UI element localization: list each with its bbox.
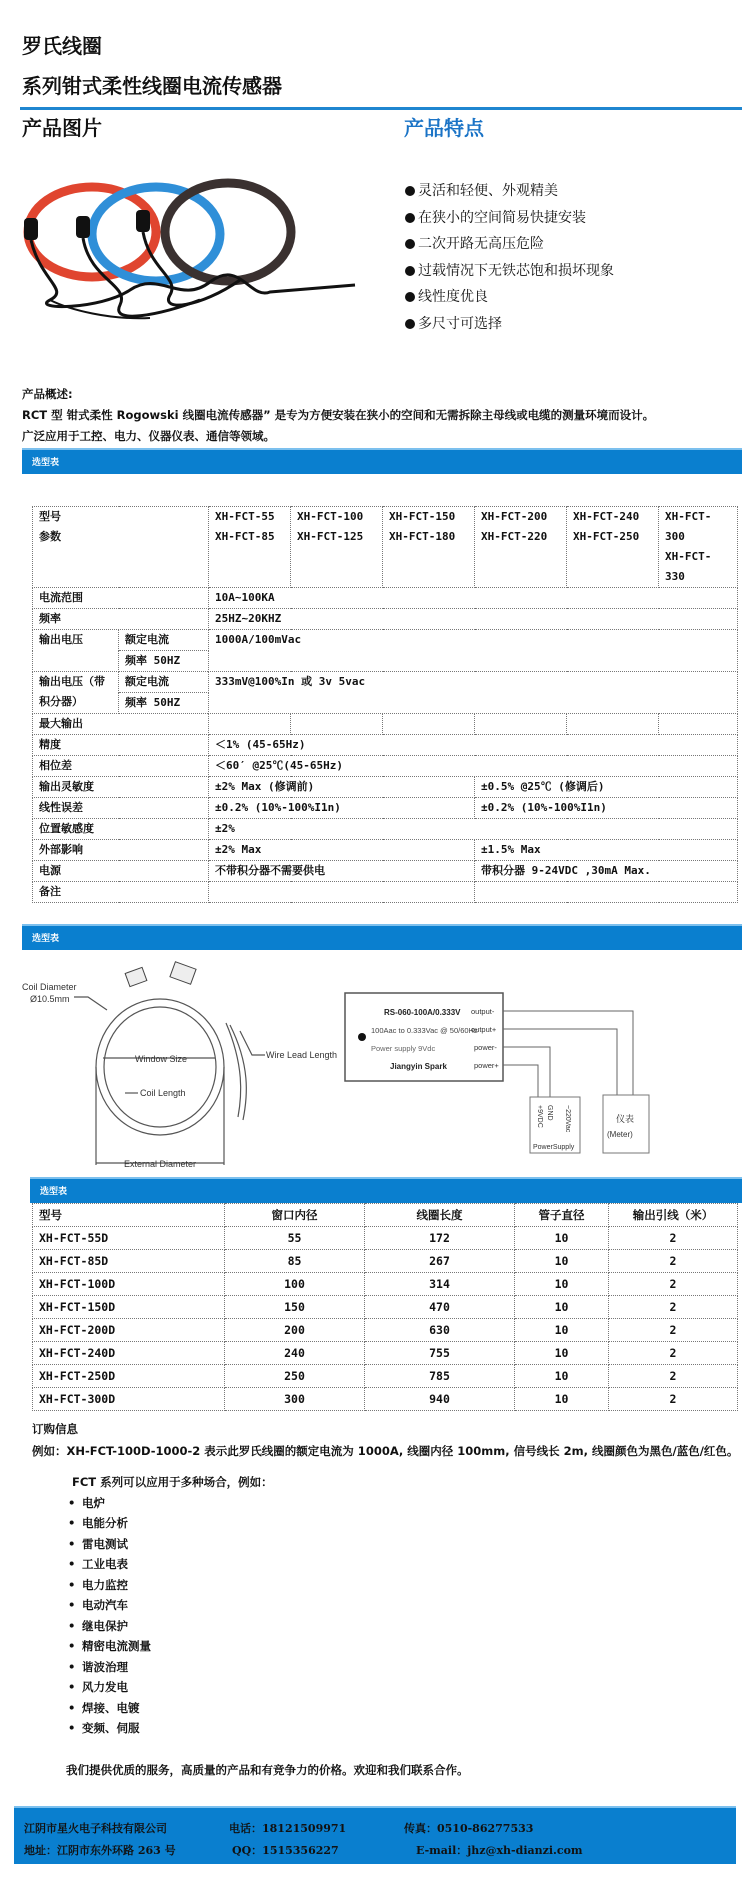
application-item: • 雷电测试 xyxy=(68,1534,273,1555)
bullet-icon: • xyxy=(68,1721,76,1735)
product-photo xyxy=(10,160,360,330)
table-cell: 线性误差 xyxy=(33,798,209,819)
footer-phone: 电话：18121509971 xyxy=(229,1822,347,1835)
table-cell: 10 xyxy=(515,1273,609,1296)
coil-inner xyxy=(104,1007,216,1127)
table-cell: 200 xyxy=(225,1319,365,1342)
table-cell: 额定电流 xyxy=(119,672,209,693)
table-row xyxy=(33,819,738,840)
table-row xyxy=(33,1319,738,1342)
bullet-icon: • xyxy=(68,1516,76,1530)
table-cell: 150 xyxy=(225,1296,365,1319)
bullet-icon: • xyxy=(68,1598,76,1612)
table-row xyxy=(33,1250,738,1273)
table-cell xyxy=(659,714,738,735)
meter-label-cn: 仪表 xyxy=(616,1114,635,1124)
selection-table xyxy=(32,1203,738,1411)
meter-box xyxy=(603,1095,649,1153)
table-cell: XH-FCT-300 XH-FCT-330 xyxy=(659,507,738,588)
wiring-diagram xyxy=(0,955,750,1175)
pin-power-plus: power+ xyxy=(474,1061,499,1070)
table-row xyxy=(33,840,738,861)
table-cell: 位置敏感度 xyxy=(33,819,209,840)
table-cell: 470 xyxy=(365,1296,515,1319)
table-cell: ±0.5% @25℃ (修调后) xyxy=(475,777,738,798)
footer-address: 地址：江阴市东外环路 263 号 xyxy=(24,1844,176,1857)
table-cell: XH-FCT-100D xyxy=(33,1273,225,1296)
bullet-icon: • xyxy=(68,1639,76,1653)
table-row xyxy=(33,882,738,903)
footer-company: 江阴市星火电子科技有限公司 xyxy=(24,1822,167,1835)
bullet-icon: • xyxy=(68,1536,76,1551)
coil-outer xyxy=(96,999,224,1135)
table-cell: XH-FCT-150 XH-FCT-180 xyxy=(383,507,475,588)
table-cell: 电源 xyxy=(33,861,209,882)
application-item: • 电炉 xyxy=(68,1493,273,1514)
product-features-heading: 产品特点 xyxy=(404,116,484,140)
overview-label: 产品概述: xyxy=(22,387,73,401)
label-external-diameter: External Diameter xyxy=(124,1159,197,1169)
table-cell: 10 xyxy=(515,1342,609,1365)
table-cell: 2 xyxy=(609,1319,738,1342)
section-band-models: 选型表 xyxy=(30,1177,742,1203)
table-cell: 输出电压 xyxy=(33,630,119,672)
table-cell: XH-FCT-55D xyxy=(33,1227,225,1250)
section-band-selection: 选型表 xyxy=(22,448,742,474)
label-coil-diameter: Coil Diameter xyxy=(22,982,77,992)
order-info xyxy=(32,1418,738,1462)
table-row xyxy=(33,756,738,777)
table-cell: XH-FCT-150D xyxy=(33,1296,225,1319)
order-example: 例如：XH-FCT-100D-1000-2 表示此罗氏线圈的额定电流为 1000A, 线圈内径 100mm, 信号线长 2m, 线圈颜色为黑色/蓝色/红色。 xyxy=(32,1444,739,1458)
feature-item: 多尺寸可选择 xyxy=(405,311,614,338)
table-cell: XH-FCT-240D xyxy=(33,1342,225,1365)
table-row xyxy=(33,861,738,882)
applications-intro: FCT 系列可以应用于多种场合，例如： xyxy=(72,1475,273,1489)
table-cell: 940 xyxy=(365,1388,515,1411)
table-row xyxy=(33,1227,738,1250)
bullet-icon xyxy=(405,186,415,196)
application-item: • 变频、伺服 xyxy=(68,1718,273,1739)
table-cell: 输出灵敏度 xyxy=(33,777,209,798)
table-row xyxy=(33,1365,738,1388)
ps-label: PowerSupply xyxy=(533,1144,575,1151)
table-cell: 267 xyxy=(365,1250,515,1273)
module-led xyxy=(358,1033,366,1041)
table-cell: 300 xyxy=(225,1388,365,1411)
table-cell: XH-FCT-55 XH-FCT-85 xyxy=(209,507,291,588)
application-item: • 继电保护 xyxy=(68,1616,273,1637)
table-cell xyxy=(209,714,291,735)
table-cell xyxy=(475,714,567,735)
table-cell xyxy=(567,714,659,735)
page-title: 罗氏线圈 xyxy=(22,34,102,58)
table-cell: 型号 参数 xyxy=(33,507,209,588)
table-cell: XH-FCT-240 XH-FCT-250 xyxy=(567,507,659,588)
module-brand: Jiangyin Spark xyxy=(390,1062,447,1071)
ps-pin-220vac: ~220Vac xyxy=(564,1105,571,1133)
table-cell: 相位差 xyxy=(33,756,209,777)
application-item: • 风力发电 xyxy=(68,1677,273,1698)
table-cell: ±0.2% (10%-100%I1n) xyxy=(475,798,738,819)
application-item: • 精密电流测量 xyxy=(68,1636,273,1657)
table-header-row xyxy=(33,1204,738,1227)
feature-item: 二次开路无高压危险 xyxy=(405,231,614,258)
label-window-size: Window Size xyxy=(135,1054,188,1064)
table-cell: 不带积分器不需要供电 xyxy=(209,861,475,882)
black-coil-connector xyxy=(136,210,150,232)
bullet-icon xyxy=(405,319,415,329)
header-divider xyxy=(20,107,742,110)
table-cell: XH-FCT-200 XH-FCT-220 xyxy=(475,507,567,588)
table-cell: 精度 xyxy=(33,735,209,756)
footer-qq: QQ：1515356227 xyxy=(232,1844,339,1857)
coil-connector xyxy=(170,962,196,985)
table-cell: 10 xyxy=(515,1319,609,1342)
table-row xyxy=(33,735,738,756)
bullet-icon: • xyxy=(68,1618,76,1633)
table-cell: 785 xyxy=(365,1365,515,1388)
table-cell: XH-FCT-200D xyxy=(33,1319,225,1342)
table-row xyxy=(33,1342,738,1365)
table-cell: 755 xyxy=(365,1342,515,1365)
table-cell: 最大输出 xyxy=(33,714,209,735)
bullet-icon xyxy=(405,239,415,249)
table-cell: 电流范围 xyxy=(33,588,209,609)
table-row xyxy=(33,798,738,819)
wire-power-plus xyxy=(503,1065,538,1097)
table-row xyxy=(33,1388,738,1411)
bullet-icon xyxy=(405,213,415,223)
table-cell: 10A~100KA xyxy=(209,588,738,609)
table-cell: 频率 50HZ xyxy=(119,693,209,714)
applications-list xyxy=(68,1493,273,1739)
table-cell: 10 xyxy=(515,1250,609,1273)
table-cell: 240 xyxy=(225,1342,365,1365)
bullet-icon: • xyxy=(68,1659,76,1674)
table-cell xyxy=(291,714,383,735)
table-cell: XH-FCT-300D xyxy=(33,1388,225,1411)
table-cell: 额定电流 xyxy=(119,630,209,651)
table-cell: ±2% xyxy=(209,819,738,840)
table-cell: 10 xyxy=(515,1296,609,1319)
product-overview xyxy=(22,384,654,447)
application-item: • 电动汽车 xyxy=(68,1595,273,1616)
table-row xyxy=(33,588,738,609)
footer-email[interactable]: E-mail：jhz@xh-dianzi.com xyxy=(416,1844,583,1857)
table-cell: 频率 50HZ xyxy=(119,651,209,672)
red-coil-connector xyxy=(24,218,38,240)
table-cell: 2 xyxy=(609,1273,738,1296)
module-model: RS-060-100A/0.333V xyxy=(384,1008,461,1017)
column-header: 型号 xyxy=(33,1204,225,1227)
label-wire-lead-length: Wire Lead Length xyxy=(266,1050,338,1060)
table-cell: ±1.5% Max xyxy=(475,840,738,861)
table-row xyxy=(33,630,738,651)
footer-fax: 传真：0510-86277533 xyxy=(404,1822,534,1835)
bullet-icon: • xyxy=(68,1495,76,1510)
table-cell: 172 xyxy=(365,1227,515,1250)
bullet-icon xyxy=(405,266,415,276)
table-cell xyxy=(475,882,738,903)
wire-output-plus xyxy=(503,1029,617,1095)
table-cell: 85 xyxy=(225,1250,365,1273)
order-label: 订购信息 xyxy=(32,1422,78,1436)
table-cell: ±2% Max xyxy=(209,840,475,861)
overview-line: 广泛应用于工控、电力、仪器仪表、通信等领域。 xyxy=(22,429,275,443)
bullet-icon: • xyxy=(68,1680,76,1694)
table-cell: 2 xyxy=(609,1296,738,1319)
module-supply: Power supply 9Vdc xyxy=(371,1044,436,1053)
table-row xyxy=(33,1296,738,1319)
table-cell: 55 xyxy=(225,1227,365,1250)
table-cell xyxy=(383,714,475,735)
ps-pin-gnd: GND xyxy=(546,1105,553,1121)
wire-output-minus xyxy=(503,1011,633,1095)
meter-label-en: (Meter) xyxy=(607,1130,633,1139)
table-cell: 10 xyxy=(515,1365,609,1388)
wire-power-minus xyxy=(503,1047,550,1097)
table-cell: 630 xyxy=(365,1319,515,1342)
application-item: • 电力监控 xyxy=(68,1575,273,1596)
table-cell: ＜1% (45-65Hz) xyxy=(209,735,738,756)
pin-output-minus: output- xyxy=(471,1007,495,1016)
table-cell xyxy=(209,882,475,903)
table-cell: XH-FCT-250D xyxy=(33,1365,225,1388)
table-row xyxy=(33,777,738,798)
application-item: • 谐波治理 xyxy=(68,1657,273,1678)
feature-item: 过载情况下无铁芯饱和损坏现象 xyxy=(405,258,614,285)
table-cell: 2 xyxy=(609,1250,738,1273)
table-row xyxy=(33,714,738,735)
column-header: 管子直径 xyxy=(515,1204,609,1227)
table-cell: ±2% Max (修调前) xyxy=(209,777,475,798)
section-band-diagram: 选型表 xyxy=(22,924,742,950)
table-cell: 10 xyxy=(515,1227,609,1250)
pin-output-plus: output+ xyxy=(471,1025,497,1034)
table-row xyxy=(33,609,738,630)
table-cell: 备注 xyxy=(33,882,209,903)
label-coil-length: Coil Length xyxy=(140,1088,186,1098)
feature-item: 灵活和轻便、外观精美 xyxy=(405,178,614,205)
closing-text: 我们提供优质的服务，高质量的产品和有竞争力的价格。欢迎和我们联系合作。 xyxy=(66,1763,469,1777)
column-header: 线圈长度 xyxy=(365,1204,515,1227)
table-cell: XH-FCT-85D xyxy=(33,1250,225,1273)
table-cell: 333mV@100%In 或 3v 5vac xyxy=(209,672,738,714)
column-header: 输出引线（米） xyxy=(609,1204,738,1227)
table-cell: 25HZ~20KHZ xyxy=(209,609,738,630)
table-cell: 输出电压（带积分器） xyxy=(33,672,119,714)
ps-pin-9vdc: +9VDC xyxy=(536,1105,543,1128)
table-cell: 外部影响 xyxy=(33,840,209,861)
black-coil xyxy=(165,183,291,281)
table-cell: 2 xyxy=(609,1227,738,1250)
feature-item: 在狭小的空间简易快捷安装 xyxy=(405,205,614,232)
table-row xyxy=(33,507,738,588)
table-cell: 带积分器 9-24VDC ,30mA Max. xyxy=(475,861,738,882)
table-row xyxy=(33,1273,738,1296)
applications xyxy=(68,1472,273,1739)
table-cell: 100 xyxy=(225,1273,365,1296)
blue-coil-connector xyxy=(76,216,90,238)
label-coil-diameter-value: Ø10.5mm xyxy=(30,994,70,1004)
bullet-icon: • xyxy=(68,1577,76,1592)
table-cell: 314 xyxy=(365,1273,515,1296)
table-cell: 2 xyxy=(609,1388,738,1411)
table-cell: XH-FCT-100 XH-FCT-125 xyxy=(291,507,383,588)
page-subtitle: 系列钳式柔性线圈电流传感器 xyxy=(22,74,282,98)
table-cell: ±0.2% (10%-100%I1n) xyxy=(209,798,475,819)
table-cell: 1000A/100mVac xyxy=(209,630,738,672)
feature-item: 线性度优良 xyxy=(405,284,614,311)
bullet-icon xyxy=(405,292,415,302)
table-cell: 2 xyxy=(609,1342,738,1365)
overview-line: RCT 型 钳式柔性 Rogowski 线圈电流传感器” 是专为方便安装在狭小的空间和无需拆除主母线或电缆的测量环境而设计。 xyxy=(22,408,655,422)
bullet-icon: • xyxy=(68,1557,76,1571)
features-list xyxy=(405,178,614,337)
application-item: • 工业电表 xyxy=(68,1554,273,1575)
pin-power-minus: power- xyxy=(474,1043,497,1052)
table-cell: 250 xyxy=(225,1365,365,1388)
table-row xyxy=(33,672,738,693)
module-spec: 100Aac to 0.333Vac @ 50/60Hz xyxy=(371,1026,478,1035)
footer-contact xyxy=(14,1806,736,1864)
product-image-heading: 产品图片 xyxy=(22,116,102,140)
table-cell: 10 xyxy=(515,1388,609,1411)
table-cell: 频率 xyxy=(33,609,209,630)
table-cell: ＜60′ @25℃(45-65Hz) xyxy=(209,756,738,777)
bullet-icon: • xyxy=(68,1700,76,1715)
spec-table xyxy=(32,506,738,903)
application-item: • 焊接、电镀 xyxy=(68,1698,273,1719)
column-header: 窗口内径 xyxy=(225,1204,365,1227)
application-item: • 电能分析 xyxy=(68,1513,273,1534)
table-cell: 2 xyxy=(609,1365,738,1388)
coil-end-cap xyxy=(125,967,147,986)
